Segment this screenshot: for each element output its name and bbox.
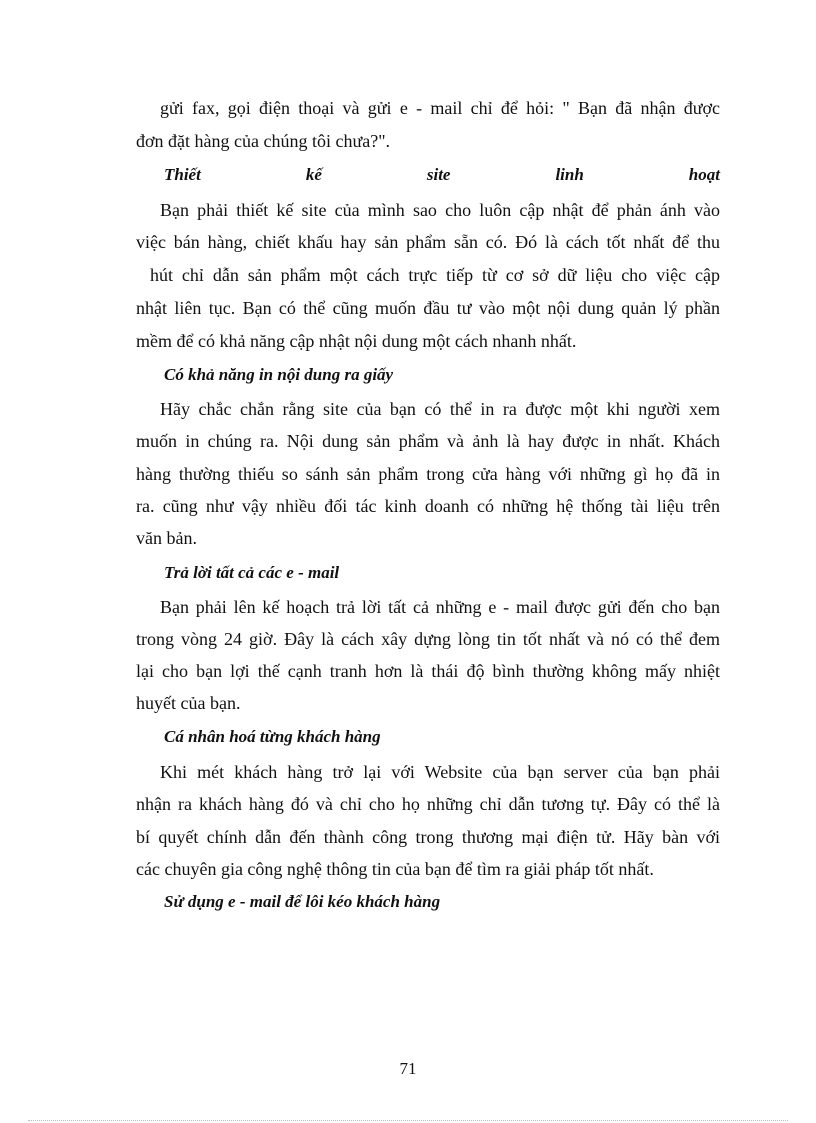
paragraph-line: huyết của bạn. <box>136 693 241 713</box>
paragraph-line: hút chỉ dẫn sản phẩm một cách trực tiếp từ cơ sở dữ liệu cho việc cập <box>150 265 720 285</box>
section-heading: Thiết kế site linh hoạt <box>164 165 720 184</box>
paragraph-line: các chuyên gia công nghệ thông tin của bạn để tìm ra giải pháp tốt nhất. <box>136 859 654 879</box>
section-heading: Sử dụng e - mail để lôi kéo khách hàng <box>164 892 441 911</box>
paragraph-line: nhận ra khách hàng đó và chỉ cho họ những chỉ dẫn tương tự. Đây có thể là <box>136 794 720 814</box>
paragraph-line: Khi mét khách hàng trở lại với Website của bạn server của bạn phải <box>160 762 720 782</box>
page-bottom-rule <box>28 1120 788 1121</box>
paragraph-line: bí quyết chính dẫn đến thành công trong thương mại điện tử. Hãy bàn với <box>136 827 720 847</box>
paragraph-line: Hãy chắc chắn rằng site của bạn có thể in ra được một khi người xem <box>160 399 720 419</box>
paragraph-line: gửi fax, gọi điện thoại và gửi e - mail chỉ để hỏi: " Bạn đã nhận được <box>160 98 720 118</box>
paragraph-line: trong vòng 24 giờ. Đây là cách xây dựng lòng tin tốt nhất và nó có thể đem <box>136 629 720 649</box>
paragraph-line: mềm để có khả năng cập nhật nội dung một cách nhanh nhất. <box>136 331 577 351</box>
paragraph-line: ra. cũng như vậy nhiều đối tác kinh doanh có những hệ thống tài liệu trên <box>136 496 720 516</box>
paragraph-line: lại cho bạn lợi thế cạnh tranh hơn là thái độ bình thường không mấy nhiệt <box>136 661 720 681</box>
section-heading: Trả lời tất cả các e - mail <box>164 563 340 582</box>
section-heading: Có khả năng in nội dung ra giấy <box>164 365 394 384</box>
page-number: 71 <box>399 1059 417 1078</box>
paragraph-line: muốn in chúng ra. Nội dung sản phẩm và ảnh là hay được in nhất. Khách <box>136 431 720 451</box>
section-heading: Cá nhân hoá từng khách hàng <box>164 727 381 746</box>
paragraph-line: đơn đặt hàng của chúng tôi chưa?". <box>136 131 391 151</box>
paragraph-line: văn bản. <box>136 528 197 548</box>
paragraph-line: hàng thường thiếu so sánh sản phẩm trong cửa hàng với những gì họ đã in <box>136 464 720 484</box>
paragraph-line: Bạn phải thiết kế site của mình sao cho luôn cập nhật để phản ánh vào <box>160 200 720 220</box>
paragraph-line: nhật liên tục. Bạn có thể cũng muốn đầu tư vào một nội dung quản lý phần <box>136 298 720 318</box>
paragraph-line: việc bán hàng, chiết khấu hay sản phẩm sẵn có. Đó là cách tốt nhất để thu <box>136 232 720 252</box>
paragraph-line: Bạn phải lên kế hoạch trả lời tất cả những e - mail được gửi đến cho bạn <box>160 597 720 617</box>
